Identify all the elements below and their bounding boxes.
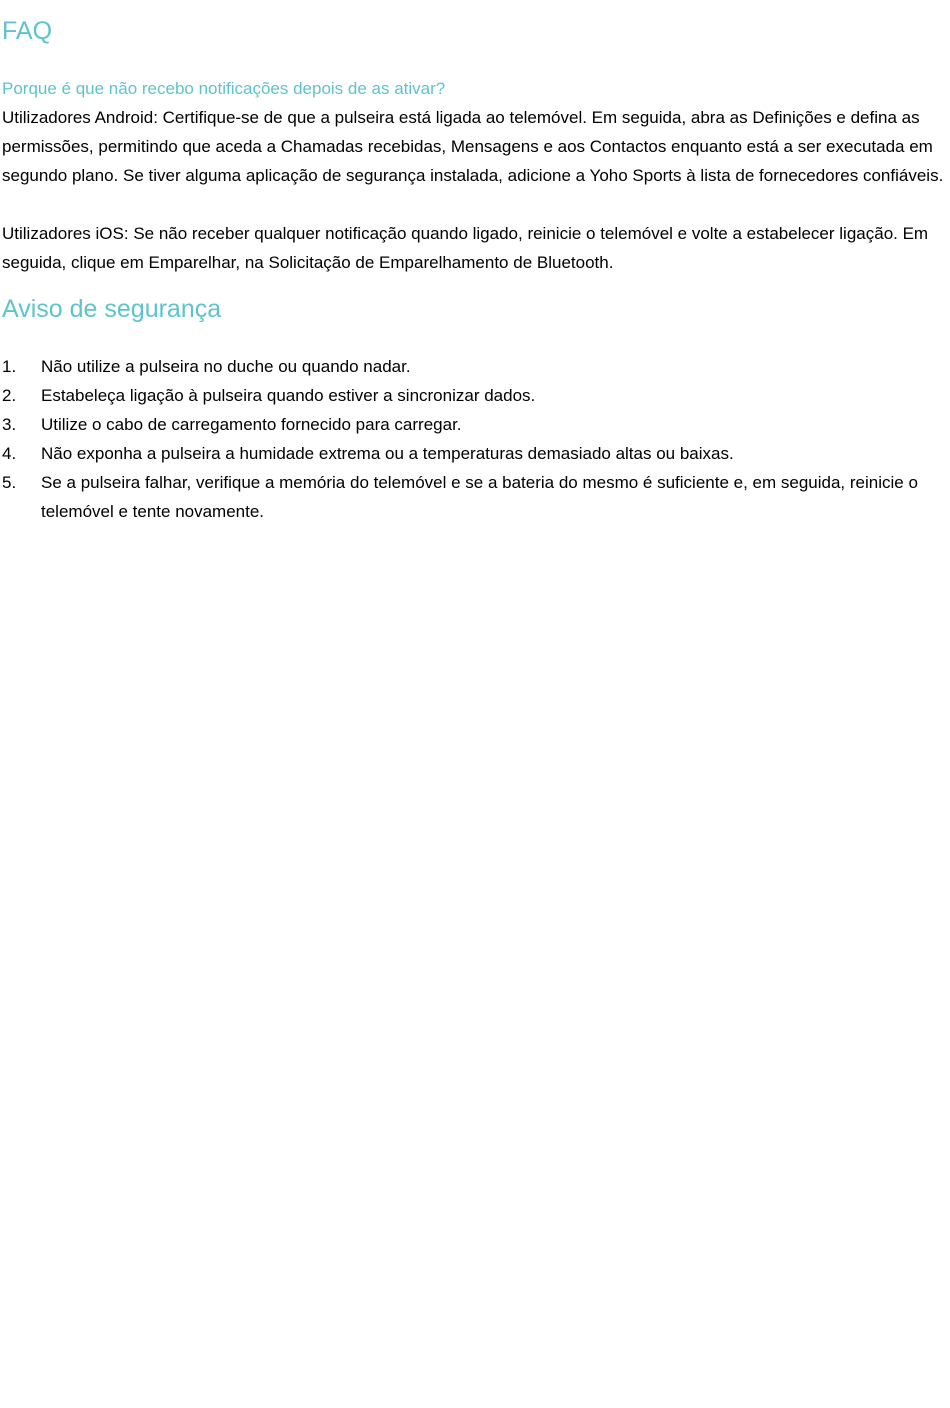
- list-item-text: Estabeleça ligação à pulseira quando estiver a sincronizar dados.: [41, 386, 536, 405]
- list-item-number: 5.: [2, 473, 17, 492]
- list-item-number: 4.: [2, 444, 17, 463]
- list-item-text: Não utilize a pulseira no duche ou quando nadar.: [41, 357, 411, 376]
- safety-heading: Aviso de segurança: [2, 295, 222, 323]
- list-item-number: 1.: [2, 357, 17, 376]
- safety-list-item: [2, 381, 921, 410]
- list-item-number: 2.: [2, 386, 17, 405]
- safety-list-item: [2, 410, 921, 439]
- android-answer: Utilizadores Android: Certifique-se de que a pulseira está ligada ao telemóvel. Em seguida, abra as Definições e defina as permissões, permitindo que aceda a Chamadas recebidas, Mensagens e aos Contactos enquanto está a ser executada em segundo plano. Se tiver alguma aplicação de segurança instalada, adicione a Yoho Sports à lista de fornecedores confiáveis.: [2, 108, 944, 185]
- list-item-number: 3.: [2, 415, 17, 434]
- safety-list: [2, 352, 948, 526]
- list-item-text: Se a pulseira falhar, verifique a memória do telemóvel e se a bateria do mesmo é suficiente e, em seguida, reinicie o telemóvel e tente novamente.: [41, 473, 918, 521]
- safety-list-item: [2, 352, 921, 381]
- list-item-text: Não exponha a pulseira a humidade extrema ou a temperaturas demasiado altas ou baixas.: [41, 444, 734, 463]
- ios-answer: Utilizadores iOS: Se não receber qualquer notificação quando ligado, reinicie o telemóvel e volte a estabelecer ligação. Em seguida, clique em Emparelhar, na Solicitação de Emparelhamento de Bluetooth.: [2, 224, 929, 272]
- faq-heading: FAQ: [2, 17, 53, 45]
- safety-list-item: [2, 439, 921, 468]
- safety-list-item: [2, 468, 921, 526]
- faq-question: Porque é que não recebo notificações depois de as ativar?: [2, 79, 446, 98]
- list-item-text: Utilize o cabo de carregamento fornecido para carregar.: [41, 415, 462, 434]
